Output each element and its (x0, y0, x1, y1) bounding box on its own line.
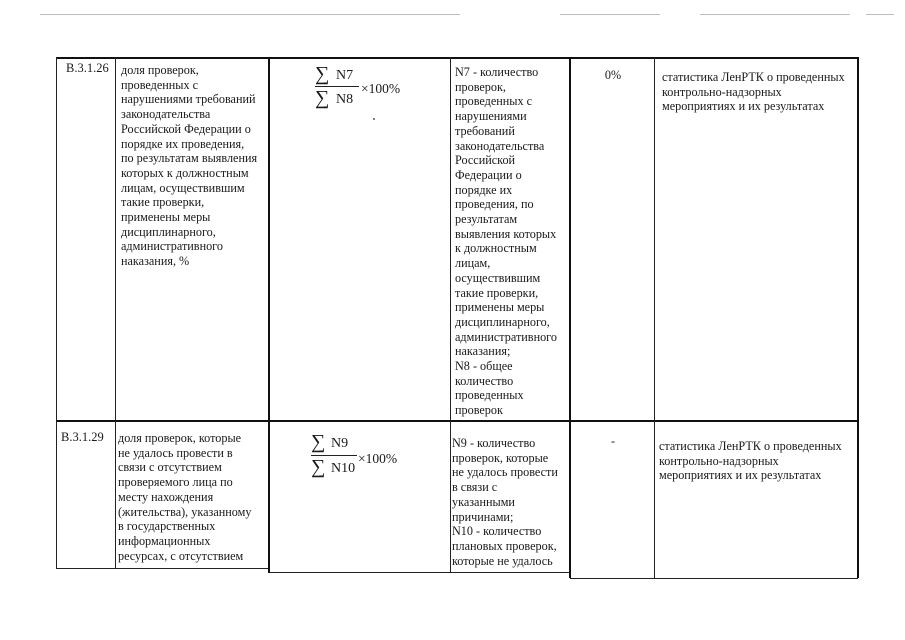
formula-numerator: N7 (336, 68, 354, 83)
indicator-definition: N7 - количество проверок, проведенных с нарушениями требований законодательства Российской Федерации о порядке их проведения, по результатам выявления которых к должностным лицам, осуществившим такие проверки, применены меры дисциплинарного, административного наказания; N8 - общее количество проведенных проверок (455, 65, 557, 418)
col-border-5 (654, 57, 655, 578)
sum-symbol-denominator: ∑ (315, 87, 330, 109)
row-separator (56, 420, 858, 422)
formula-denominator: N8 (336, 92, 354, 107)
col-border-0 (56, 57, 57, 569)
indicator-code: В.3.1.29 (61, 430, 104, 444)
scan-speck (373, 118, 375, 120)
row2-bottom-border-left (56, 568, 268, 569)
sum-symbol-denominator: ∑ (311, 456, 326, 478)
col-border-6 (857, 57, 859, 578)
indicator-name: доля проверок, проведенных с нарушениями требований законодательства Российской Федерации о порядке их проведения, по результатам выявления которых к должностным лицам, осуществившим такие проверки, применены меры дисциплинарного, административного наказания, % (121, 63, 258, 269)
indicator-source: статистика ЛенРТК о проведенных контрольно-надзорных мероприятиях и их результатах (659, 439, 842, 483)
col-border-3 (450, 57, 451, 573)
indicator-value: - (610, 434, 616, 448)
row2-bottom-border-right (570, 578, 858, 579)
indicator-value: 0% (604, 68, 622, 82)
indicator-name: доля проверок, которые не удалось провести в связи с отсутствием проверяемого лица по месту нахождения (жительства), указанному в государственных информационных ресурсах, с отсутствием (118, 431, 252, 563)
formula-denominator: N10 (331, 461, 356, 476)
formula-multiplier: ×100% (358, 451, 398, 466)
table-top-border (56, 57, 858, 59)
indicator-source: статистика ЛенРТК о проведенных контрольно-надзорных мероприятиях и их результатах (662, 70, 845, 114)
indicator-code: В.3.1.26 (66, 61, 109, 75)
indicator-definition: N9 - количество проверок, которые не удалось провести в связи с указанными причинами; N10 - количество плановых проверок, которые не удалось (452, 436, 558, 568)
row2-bottom-border-mid (268, 572, 570, 573)
col-border-1 (115, 57, 116, 569)
sum-symbol-numerator: ∑ (311, 431, 326, 453)
sum-symbol-numerator: ∑ (315, 63, 330, 85)
formula-multiplier: ×100% (361, 81, 401, 96)
formula-numerator: N9 (331, 436, 349, 451)
